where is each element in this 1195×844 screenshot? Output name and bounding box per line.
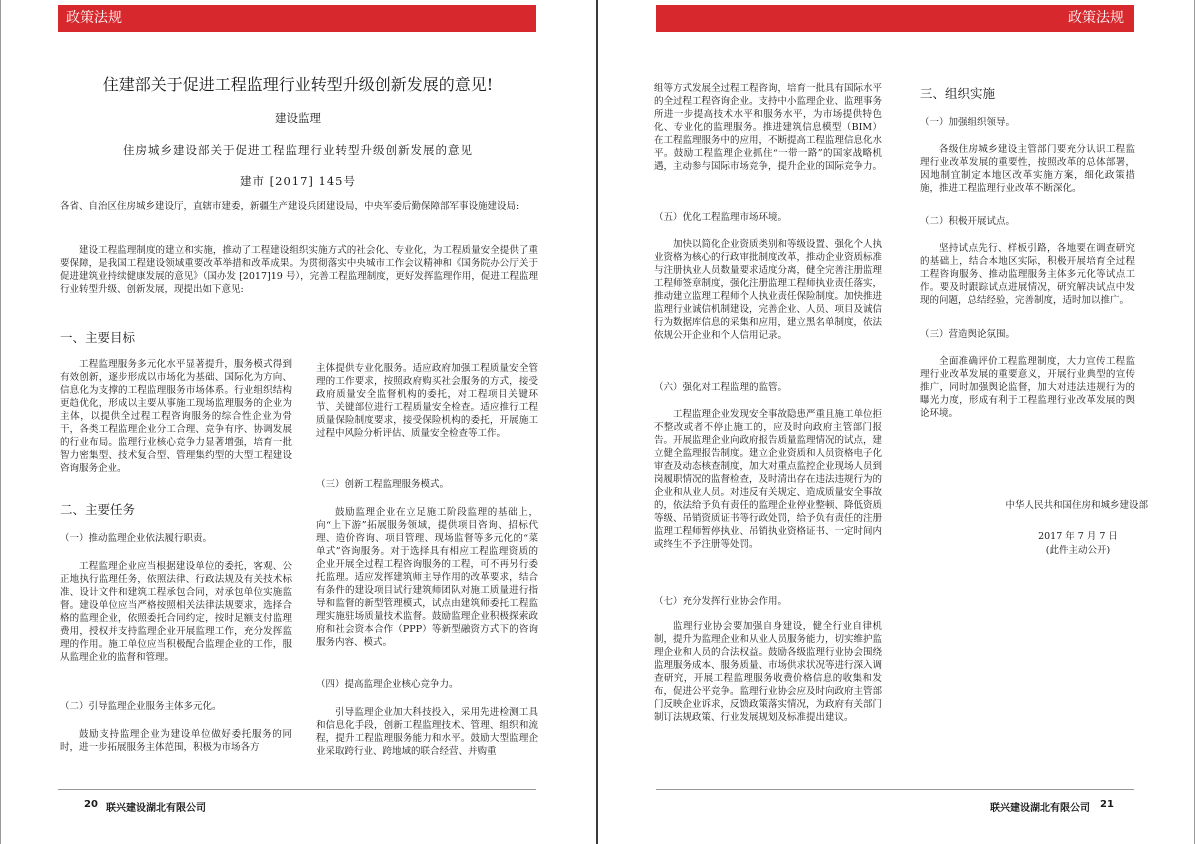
task-5-paragraph: 加快以简化企业资质类别和等级设置、强化个人执业资格为核心的行政审批制度改革，推动企业资质标准与注册执业人员数量要求适度分离，健全完善注册监理工程师签章制度，强化注册监理工程师执业责任落实，推动建立监理工程师个人执业责任保险制度。加快推进监理行业诚信机制建设，完善企业、人员、项目及诚信行为数据库信息的采集和应用，建立黑名单制度，依法依规公开企业和个人信用记录。 — [654, 239, 883, 341]
task-4-continued-paragraph: 组等方式发展全过程工程咨询，培育一批具有国际水平的全过程工程咨询企业。支持中小监理企业、监理事务所进一步提高技术水平和服务水平，为市场提供特色化、专业化的监理服务。推进建筑信息模型（BIM）在工程监理服务中的应用，不断提高工程监理信息化水平。鼓励工程监理企业抓住“一带一路”的国家战略机遇，主动参与国际市场竞争，提升企业的国际竞争力。 — [654, 83, 883, 172]
footer-rule-left — [58, 789, 536, 790]
task-7-heading: （七）充分发挥行业协会作用。 — [654, 596, 788, 607]
section-heading-tasks: 二、主要任务 — [60, 502, 136, 517]
page-number-left: 20 — [84, 799, 98, 810]
footer-company-right: 联兴建设湖北有限公司 — [990, 803, 1090, 814]
task-6-heading: （六）强化对工程监理的监管。 — [654, 382, 788, 393]
impl-3-paragraph: 全面准确评价工程监理制度，大力宣传工程监理行业改革发展的重要意义，开展行业典型的宣传推广，同时加强舆论监督，加大对违法违规行为的曝光力度，形成有利于工程监理行业改革发展的舆论环境。 — [920, 356, 1135, 419]
left-page — [0, 0, 596, 844]
document-category: 建设监理 — [275, 111, 321, 125]
document-subtitle: 住房城乡建设部关于促进工程监理行业转型升级创新发展的意见 — [123, 143, 473, 157]
addressees: 各省、自治区住房城乡建设厅，直辖市建委，新疆生产建设兵团建设局，中央军委后勤保障部军事设施建设局: — [60, 201, 520, 212]
section-heading-implementation: 三、组织实施 — [920, 86, 996, 101]
goals-paragraph: 工程监理服务多元化水平显著提升，服务模式得到有效创新，逐步形成以市场化为基础、国际化为方向、信息化为支撑的工程监理服务市场体系。行业组织结构更趋优化，形成以主要从事施工现场监理服务的企业为主体，以提供全过程工程咨询服务的综合性企业为骨干，各类工程监理企业分工合理、竞争有序、协调发展的行业布局。监理行业核心竞争力显著增强，培育一批智力密集型、技术复合型、管理集约型的大型工程建设咨询服务企业。 — [60, 359, 292, 474]
task-2-paragraph: 鼓励支持监理企业为建设单位做好委托服务的同时，进一步拓展服务主体范围，积极为市场各方 — [60, 729, 292, 753]
footer-rule-right — [656, 789, 1134, 790]
task-2-heading: （二）引导监理企业服务主体多元化。 — [60, 701, 222, 712]
publication-note: (此件主动公开) — [1045, 545, 1111, 556]
section-banner-right: 政策法规 — [656, 5, 1134, 32]
task-5-heading: （五）优化工程监理市场环境。 — [654, 212, 788, 223]
page-number-right: 21 — [1100, 799, 1114, 810]
signature-organization: 中华人民共和国住房和城乡建设部 — [1005, 500, 1148, 511]
task-1-heading: （一）推动监理企业依法履行职责。 — [60, 533, 213, 544]
task-2-continued-paragraph: 主体提供专业化服务。适应政府加强工程质量安全管理的工作要求，按照政府购买社会服务的方式，接受政府质量安全监督机构的委托，对工程项目关键环节、关键部位进行工程质量安全检查。适应推行工程质量保险制度要求，接受保险机构的委托，开展施工过程中风险分析评估、质量安全检查等工作。 — [316, 363, 538, 439]
section-heading-goals: 一、主要目标 — [60, 330, 136, 345]
task-4-heading: （四）提高监理企业核心竞争力。 — [316, 679, 459, 690]
task-6-paragraph: 工程监理企业发现安全事故隐患严重且施工单位拒不整改或者不停止施工的，应及时向政府主管部门报告。开展监理企业向政府报告质量监理情况的试点，建立健全监理报告制度。建立企业资质和人员资格电子化审查及动态核查制度，加大对重点监控企业现场人员到岗履职情况的监督检查，及时清出存在违法违规行为的企业和从业人员。对违反有关规定、造成质量安全事故的，依法给予负有责任的监理企业停业整顿、降低资质等级、吊销资质证书等行政处罚，给予负有责任的注册监理工程师暂停执业、吊销执业资格证书、一定时间内或终生不予注册等处罚。 — [654, 409, 883, 550]
document-title: 住建部关于促进工程监理行业转型升级创新发展的意见! — [102, 75, 494, 94]
signature-date: 2017 年 7 月 7 日 — [1038, 531, 1118, 542]
right-page — [598, 0, 1195, 844]
impl-1-heading: （一）加强组织领导。 — [920, 117, 1016, 128]
task-1-paragraph: 工程监理企业应当根据建设单位的委托，客观、公正地执行监理任务，依照法律、行政法规及有关技术标准、设计文件和建筑工程承包合同，对承包单位实施监督。建设单位应当严格按照相关法律法规要求，选择合格的监理企业，依照委托合同约定，按时足额支付监理费用，授权并支持监理企业开展监理工作，充分发挥监理的作用。施工单位应当积极配合监理企业的工作，服从监理企业的监督和管理。 — [60, 561, 292, 663]
task-7-paragraph: 监理行业协会要加强自身建设，健全行业自律机制，提升为监理企业和从业人员服务能力，切实维护监理企业和人员的合法权益。鼓励各级监理行业协会围绕监理服务成本、服务质量、市场供求状况等进行深入调查研究，开展工程监理服务收费价格信息的收集和发布，促进公平竞争。监理行业协会应及时向政府主管部门反映企业诉求，反馈政策落实情况，为政府有关部门制订法规政策、行业发展规划及标准提出建议。 — [654, 621, 883, 723]
impl-3-heading: （三）营造舆论氛围。 — [920, 329, 1016, 340]
footer-company-left: 联兴建设湖北有限公司 — [106, 803, 206, 814]
page-edge — [0, 0, 1, 844]
impl-2-paragraph: 坚持试点先行、样板引路，各地要在调查研究的基础上，结合本地区实际，积极开展培育全过程工程咨询服务、推动监理服务主体多元化等试点工作。要及时跟踪试点进展情况，研究解决试点中发现的问题，总结经验，完善制度，适时加以推广。 — [920, 243, 1135, 306]
impl-2-heading: （二）积极开展试点。 — [920, 216, 1016, 227]
task-3-paragraph: 鼓励监理企业在立足施工阶段监理的基础上，向“上下游”拓展服务领域，提供项目咨询、招标代理、造价咨询、项目管理、现场监督等多元化的“菜单式”咨询服务。对于选择具有相应工程监理资质的企业开展全过程工程咨询服务的工程，可不再另行委托监理。适应发挥建筑师主导作用的改革要求，结合有条件的建设项目试行建筑师团队对施工质量进行指导和监督的新型管理模式，试点由建筑师委托工程监理实施驻场质量技术监督。鼓励监理企业积极探索政府和社会资本合作（PPP）等新型融资方式下的咨询服务内容、模式。 — [316, 507, 538, 648]
impl-1-paragraph: 各级住房城乡建设主管部门要充分认识工程监理行业改革发展的重要性，按照改革的总体部署，因地制宜制定本地区改革实施方案，细化政策措施，推进工程监理行业改革不断深化。 — [920, 144, 1135, 194]
intro-paragraph: 建设工程监理制度的建立和实施，推动了工程建设组织实施方式的社会化、专业化，为工程质量安全提供了重要保障，是我国工程建设领域重要改革举措和改革成果。为贯彻落实中央城市工作会议精神和《国务院办公厅关于促进建筑业持续健康发展的意见》（国办发 [2017]19 号），完善工程监理制度，更好发挥监理作用，促进工程监理行业转型升级、创新发展，现提出如下意见: — [60, 245, 538, 295]
task-4-paragraph: 引导监理企业加大科技投入，采用先进检测工具和信息化手段，创新工程监理技术、管理、组织和流程，提升工程监理服务能力和水平。鼓励大型监理企业采取跨行业、跨地域的联合经营、并购重 — [316, 707, 538, 757]
task-3-heading: （三）创新工程监理服务模式。 — [316, 479, 450, 490]
section-banner-left: 政策法规 — [58, 5, 536, 32]
document-number: 建市 [2017] 145号 — [239, 174, 356, 188]
